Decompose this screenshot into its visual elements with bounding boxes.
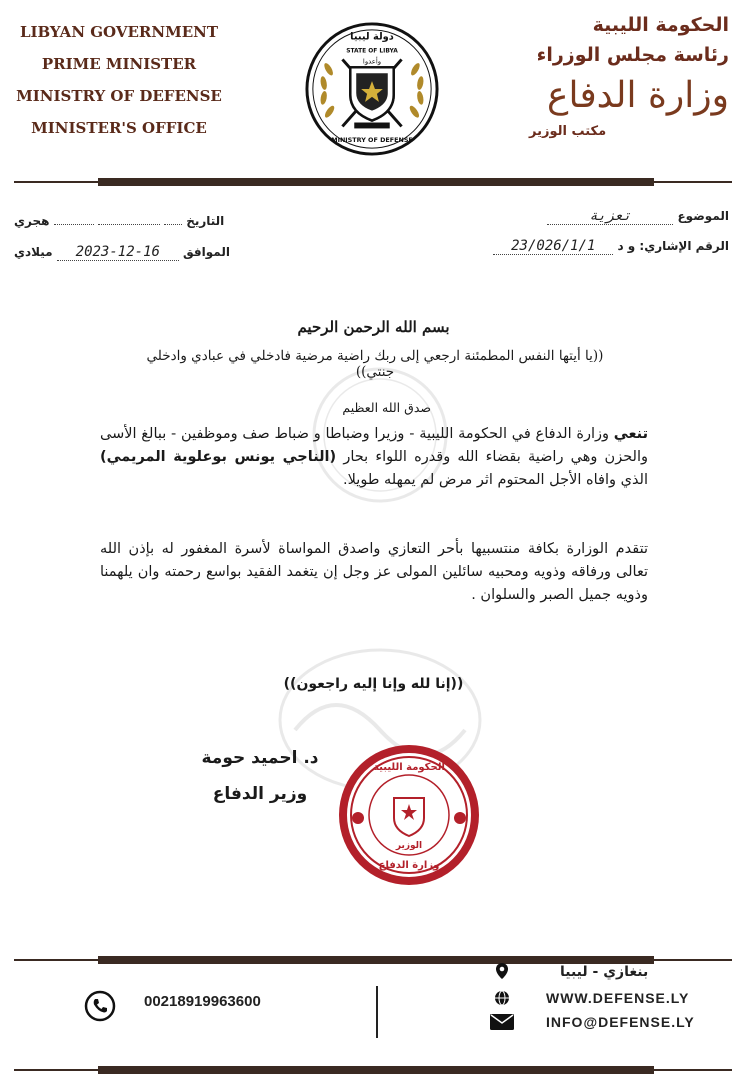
- sadaq-text: صدق الله العظيم: [342, 400, 431, 415]
- header-en-prime-minister: PRIME MINISTER: [41, 55, 197, 73]
- closing-phrase: ((إنا لله وإنا إليه راجعون)): [283, 676, 464, 692]
- gregorian-date-line: [14, 244, 230, 261]
- miladi-label: ميلادي: [14, 245, 53, 259]
- header-en-ministry: MINISTRY OF DEFENSE: [16, 87, 222, 105]
- seal-top-text: الحكومة الليبية: [373, 762, 445, 773]
- p1-text-a: وزارة الدفاع في الحكومة الليبية - وزيرا وضباطا و ضباط صف وموظفين - ببالغ الأسى والحزن وهي راضية بقضاء الله وقدره اللواء بحار: [100, 426, 649, 465]
- globe-icon: [494, 990, 510, 1006]
- header-ar-office: مكتب الوزير: [529, 124, 607, 139]
- signature-block: [190, 740, 330, 812]
- quran-verse: ((يا أيتها النفس المطمئنة ارجعي إلى ربك راضية مرضية فادخلي في عبادي وادخلي جنتي)): [146, 348, 604, 380]
- header-ar-ministry-logo: وزارة الدفاع: [547, 75, 729, 116]
- header-arabic-block: [499, 10, 729, 142]
- hijri-label: هجري: [14, 214, 50, 228]
- header-ar-presidency: رئاسة مجلس الوزراء: [536, 44, 729, 66]
- seal-mid-text: الوزير: [395, 841, 423, 851]
- condolence-paragraph-2: تتقدم الوزارة بكافة منتسبيها بأحر التعازي واصدق المواساة لأسرة المغفور له بإذن الله تعالى ورفاقه وذويه ومحبيه سائلين المولى عز وجل إن يتغمد الفقيد بواسع رحمته وان يلهمنا وذويه جميل الصبر والسلوان .: [100, 541, 648, 603]
- reference-line: [493, 238, 729, 255]
- deceased-name: (الناجي يونس بوعلوية المريمي): [100, 449, 337, 465]
- p1-lead: تنعي: [613, 426, 649, 442]
- seal-bottom-text: وزارة الدفاع: [378, 860, 440, 871]
- footer-email[interactable]: INFO@DEFENSE.LY: [546, 1014, 695, 1030]
- date-value: 2023-12-16: [75, 244, 160, 260]
- hijri-date-line: [14, 214, 224, 228]
- official-seal-icon: [334, 740, 484, 890]
- footer-separator: [376, 986, 378, 1038]
- emblem-bottom-text: MINISTRY OF DEFENSE: [331, 136, 413, 145]
- header-divider: [14, 178, 732, 186]
- footer-location: بنغازي - ليبيا: [560, 964, 649, 980]
- emblem-state-text: STATE OF LIBYA: [346, 48, 398, 55]
- date-label: التاريخ: [186, 214, 225, 228]
- ref-label: الرقم الإشاري: و د: [617, 239, 729, 253]
- subject-value: تعزية: [589, 208, 632, 224]
- footer-website[interactable]: WWW.DEFENSE.LY: [546, 990, 690, 1006]
- minister-title: وزير الدفاع: [212, 784, 308, 804]
- basmala: بسم الله الرحمن الرحيم: [297, 318, 450, 336]
- ministry-emblem-icon: [303, 20, 441, 158]
- corresponding-label: الموافق: [182, 245, 230, 259]
- subject-label: الموضوع: [677, 209, 729, 223]
- p1-text-b: الذي وافاه الأجل المحتوم اثر مرض لم يمهله طويلا.: [343, 472, 648, 488]
- phone-icon: [84, 990, 116, 1022]
- minister-name: د. احميد حومة: [201, 748, 319, 768]
- header-en-office: MINISTER'S OFFICE: [31, 119, 207, 137]
- ref-value: 23/026/1/1: [511, 238, 596, 254]
- header-ar-government: الحكومة الليبية: [592, 14, 729, 36]
- header-en-government: LIBYAN GOVERNMENT: [19, 23, 219, 41]
- emblem-banner-text: وأعدوا: [362, 57, 382, 66]
- condolence-paragraph-1: [100, 423, 648, 492]
- emblem-top-text: دولة ليبيا: [350, 31, 394, 43]
- bottom-divider: [14, 1066, 732, 1074]
- subject-line: [547, 208, 729, 225]
- footer-divider: [14, 956, 732, 964]
- footer-phone[interactable]: 00218919963600: [144, 993, 261, 1010]
- header-english-block: [14, 16, 224, 144]
- location-pin-icon: [494, 962, 510, 980]
- envelope-icon: [490, 1014, 514, 1030]
